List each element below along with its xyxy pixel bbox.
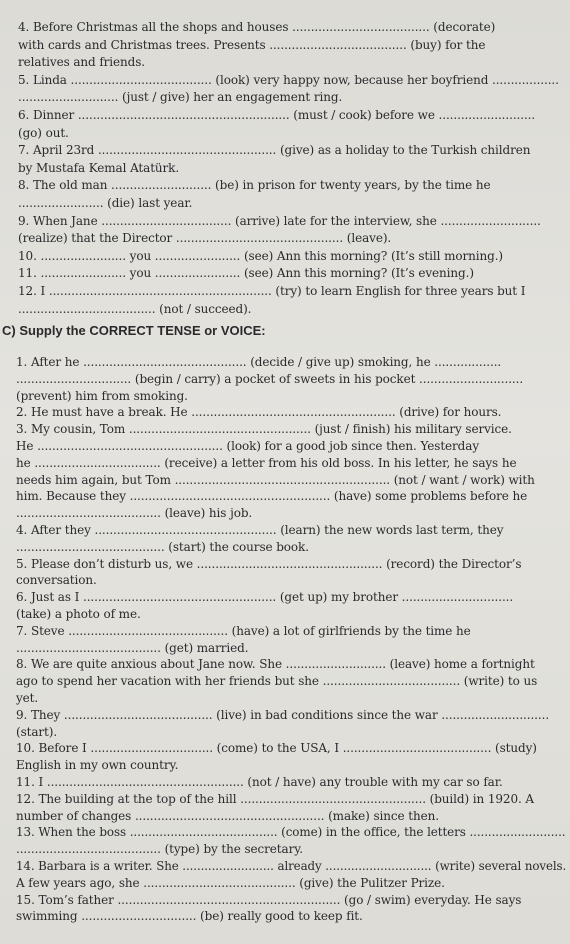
exercise-line: ........................... (just / give) her an engagement ring. — [18, 90, 343, 105]
exercise-line: (take) a photo of me. — [16, 607, 141, 621]
exercise-line: by Mustafa Kemal Atatürk. — [18, 160, 180, 175]
exercise-line: 8. The old man ........................... (be) in prison for twenty years, by the time he — [18, 178, 491, 193]
exercise-line: ....................... (die) last year. — [18, 196, 193, 210]
exercise-line: ....................................... (get) married. — [16, 640, 249, 655]
exercise-line: yet. — [16, 691, 39, 705]
exercise-line: 10. Before I ................................. (come) to the USA, I ........................................ (study) — [16, 741, 537, 756]
exercise-line: he .................................. (receive) a letter from his old boss. In his letter, he says he — [16, 455, 517, 470]
exercise-line: 7. April 23rd ................................................ (give) as a holiday to the Turkish children — [18, 143, 531, 158]
exercise-line: 6. Dinner ......................................................... (must / cook) before we .......................... — [18, 108, 536, 122]
exercise-line: 5. Please don’t disturb us, we .................................................. (record) the Director’s — [16, 556, 522, 571]
exercise-line: 9. They ........................................ (live) in bad conditions since the war ............................. — [16, 707, 550, 722]
exercise-line: relatives and friends. — [18, 55, 146, 70]
exercise-line: 12. I ............................................................ (try) to learn English for three years but I — [18, 284, 526, 298]
exercise-line: A few years ago, she ......................................... (give) the Pulitzer Prize. — [16, 875, 445, 890]
exercise-line: 1. After he ............................................ (decide / give up) smoking, he .................. — [16, 355, 502, 369]
exercise-line: English in my own country. — [16, 758, 179, 773]
exercise-line: 9. When Jane ................................... (arrive) late for the interview, she ........................... — [18, 213, 541, 228]
exercise-line: ....................................... (leave) his job. — [16, 506, 253, 521]
exercise-line: ............................... (begin / carry) a pocket of sweets in his pocket ............................ — [16, 371, 524, 386]
exercise-line: He .................................................. (look) for a good job since then. Yesterday — [16, 439, 479, 453]
exercise-line: 6. Just as I .................................................... (get up) my brother .............................. — [16, 590, 514, 605]
exercise-line: 5. Linda ...................................... (look) very happy now, because her boyfriend .................. — [18, 72, 559, 87]
exercise-line: 12. The building at the top of the hill .................................................. (build) in 1920. A — [16, 791, 534, 806]
exercise-line: swimming ............................... (be) really good to keep fit. — [16, 909, 363, 924]
exercise-line: 10. ....................... you ....................... (see) Ann this morning? (It’s still morning.) — [18, 248, 503, 263]
exercise-line: 2. He must have a break. He ....................................................... (drive) for hours. — [16, 405, 502, 420]
exercise-line: needs him again, but Tom .......................................................... (not / want / work) with — [16, 472, 535, 487]
exercise-line: 13. When the boss ........................................ (come) in the office, the letters .......................... — [16, 825, 566, 840]
exercise-line: (prevent) him from smoking. — [16, 388, 188, 403]
exercise-line: conversation. — [16, 573, 97, 588]
exercise-line: 15. Tom’s father ............................................................ (go / swim) everyday. He says — [16, 892, 522, 907]
exercise-line: 11. ....................... you ....................... (see) Ann this morning? (It’s evening.) — [18, 266, 474, 281]
exercise-line: ..................................... (not / succeed). — [18, 301, 252, 316]
exercise-line: 11. I ..................................................... (not / have) any trouble with my car so far. — [16, 775, 503, 789]
exercise-line: (realize) that the Director ............................................. (leave). — [18, 231, 392, 246]
exercise-line: (start). — [16, 724, 58, 739]
exercise-line: 4. After they ................................................. (learn) the new words last term, they — [16, 523, 504, 537]
exercise-line: 7. Steve ........................................... (have) a lot of girlfriends by the time he — [16, 623, 471, 638]
exercise-line: ........................................ (start) the course book. — [16, 539, 309, 554]
exercise-line: 4. Before Christmas all the shops and houses ..................................... (decorate) — [18, 20, 496, 34]
exercise-line: (go) out. — [18, 125, 69, 140]
exercise-line: with cards and Christmas trees. Presents ..................................... (buy) for the — [18, 37, 486, 52]
section-c-heading: C) Supply the CORRECT TENSE or VOICE: — [2, 323, 266, 338]
exercise-line: ago to spend her vacation with her friends but she ..................................... (write) to us — [16, 674, 538, 689]
exercise-line: ....................................... (type) by the secretary. — [16, 842, 304, 857]
exercise-line: 3. My cousin, Tom ................................................. (just / finish) his military service. — [16, 422, 512, 437]
exercise-line: number of changes ................................................... (make) since then. — [16, 808, 439, 823]
exercise-line: him. Because they ...................................................... (have) some problems before he — [16, 489, 528, 504]
exercise-line: 14. Barbara is a writer. She ......................... already ............................. (write) several novels. — [16, 859, 567, 873]
exercise-line: 8. We are quite anxious about Jane now. She ........................... (leave) home a fortnight — [16, 657, 535, 672]
